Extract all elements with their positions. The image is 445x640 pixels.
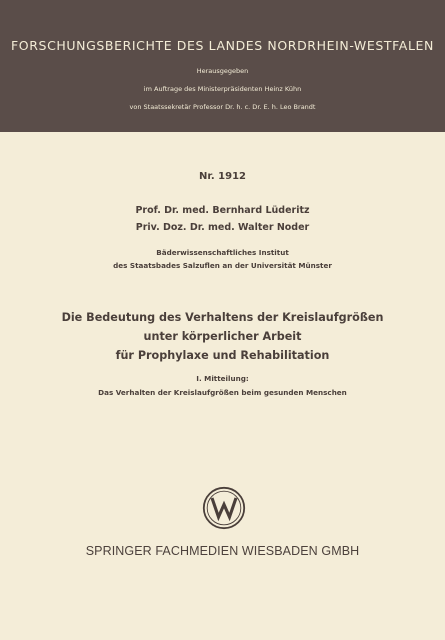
issue-number: Nr. 1912 [199,171,246,182]
book-title-line-2: unter körperlicher Arbeit [143,330,302,343]
publisher-name: SPRINGER FACHMEDIEN WIESBADEN GMBH [85,544,360,558]
book-title-line-1: Die Bedeutung des Verhaltens der Kreislaufgrößen [61,311,384,324]
subtitle-part-label: I. Mitteilung: [196,374,249,383]
series-header-band [0,0,445,132]
commissioned-by-line: im Auftrage des Ministerpräsidenten Heinz Kühn [143,85,302,93]
author-1: Prof. Dr. med. Bernhard Lüderitz [135,205,310,216]
editor-label: Herausgegeben [196,67,249,75]
book-title-line-3: für Prophylaxe und Rehabilitation [115,349,330,362]
author-2: Priv. Doz. Dr. med. Walter Noder [135,222,310,233]
subtitle-text: Das Verhalten der Kreislaufgrößen beim gesunden Menschen [98,388,347,397]
publisher-w-logo-icon [202,486,246,530]
institution-line-2: des Staatsbades Salzuflen an der Universität Münster [113,261,332,270]
institution-line-1: Bäderwissenschaftliches Institut [156,248,289,257]
series-title: FORSCHUNGSBERICHTE DES LANDES NORDRHEIN-WESTFALEN [11,38,434,53]
editor-name-line: von Staatssekretär Professor Dr. h. c. Dr. E. h. Leo Brandt [129,103,316,111]
